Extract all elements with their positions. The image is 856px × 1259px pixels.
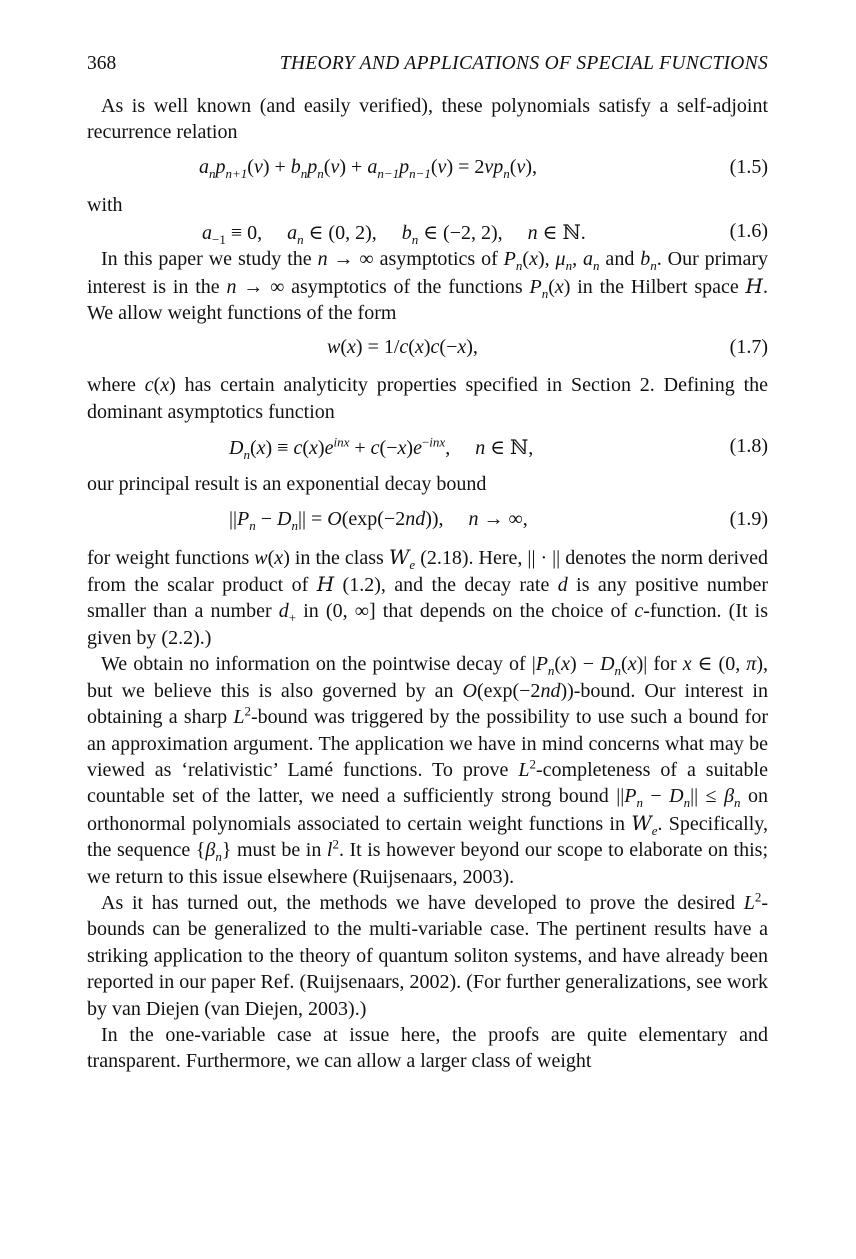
running-title: THEORY AND APPLICATIONS OF SPECIAL FUNCTIONS xyxy=(279,53,768,74)
paragraph-1: As is well known (and easily verified), these polynomials satisfy a self-adjoint recurrence relation xyxy=(87,95,768,144)
paragraph-2: In this paper we study the n → ∞ asymptotics of $P_n(x)$, $\mu_n$, $a_n$ and $b_n$. Our primary interest is in the n → ∞ asymptotics of the functions $P_n(x)$ in the Hilbert space H. We allow weight functions of the form xyxy=(87,248,768,325)
equation-1-9-body: $||P_n - D_n|| = O(\exp(-2nd))$, n → ∞, xyxy=(229,507,528,533)
equation-1-7 xyxy=(87,326,768,372)
equation-number: (1.6) xyxy=(729,220,768,243)
equation-1-9 xyxy=(87,498,768,544)
equation-1-7-body: w(x) = 1/c(x)c(−x), xyxy=(327,336,478,359)
page xyxy=(87,52,768,1075)
equation-number: (1.7) xyxy=(729,336,768,359)
equation-number: (1.9) xyxy=(729,507,768,530)
paragraph-5: for weight functions w(x) in the class $W_e$ (2.18). Here, || · || denotes the norm derived from the scalar product of H (1.2), and the decay rate d is any positive number smaller than a number $d_+$ in (0, ∞] that depends on the choice of c-function. (It is given by (2.2).) xyxy=(87,544,768,649)
paragraph-3: where c(x) has certain analyticity properties specified in Section 2. Defining the dominant asymptotics function xyxy=(87,374,769,423)
page-header xyxy=(87,52,768,76)
equation-1-5 xyxy=(87,146,768,192)
equation-1-8 xyxy=(87,425,768,471)
paragraph-4: our principal result is an exponential decay bound xyxy=(87,473,487,496)
equation-1-6-body: $a_{-1} \equiv 0$, $a_n$ ∈ (0, 2), $b_n$ ∈ (−2, 2), n ∈ ℕ. xyxy=(202,222,586,248)
paragraph-8: In the one-variable case at issue here, the proofs are quite elementary and transparent. Furthermore, we can allow a larger class of weight xyxy=(87,1023,768,1073)
equation-number: (1.8) xyxy=(729,435,768,458)
equation-number: (1.5) xyxy=(729,155,768,178)
paragraph-7: As it has turned out, the methods we have developed to prove the desired $L^2$-bounds can be generalized to the multi-variable case. The pertinent results have a striking application to the theory of quantum soliton systems, and have already been reported in our paper Ref. (Ruijsenaars, 2002). (For further generalizations, see work by van Diejen (van Diejen, 2003).) xyxy=(87,889,768,1020)
with-label: with xyxy=(87,193,123,216)
page-number: 368 xyxy=(87,53,117,74)
equation-1-5-body: $a_np_{n+1}(v) + b_np_n(v) + a_{n-1}p_{n-1}(v) = 2vp_n(v)$, xyxy=(199,155,538,181)
paragraph-6: We obtain no information on the pointwise decay of $|P_n(x) - D_n(x)|$ for x ∈ (0, π), but we believe this is also governed by an O(exp(−2nd))-bound. Our interest in obtaining a sharp $L^2$-bound was triggered by the possibility to use such a bound for an approximation argument. The application we have in mind concerns what may be viewed as ‘relativistic’ Lamé functions. To prove $L^2$-completeness of a suitable countable set of the latter, we need a sufficiently strong bound $||P_n - D_n|| \le \beta_n$ on orthonormal polynomials associated to certain weight functions in $W_e$. Specifically, the sequence $\{\beta_n\}$ must be in $l^2$. It is however beyond our scope to elaborate on this; we return to this issue elsewhere (Ruijsenaars, 2003). xyxy=(87,653,769,888)
equation-1-8-body: $D_n(x) \equiv c(x)e^{inx} + c(-x)e^{-inx}$, n ∈ ℕ, xyxy=(229,434,534,463)
equation-1-6 xyxy=(87,210,768,246)
